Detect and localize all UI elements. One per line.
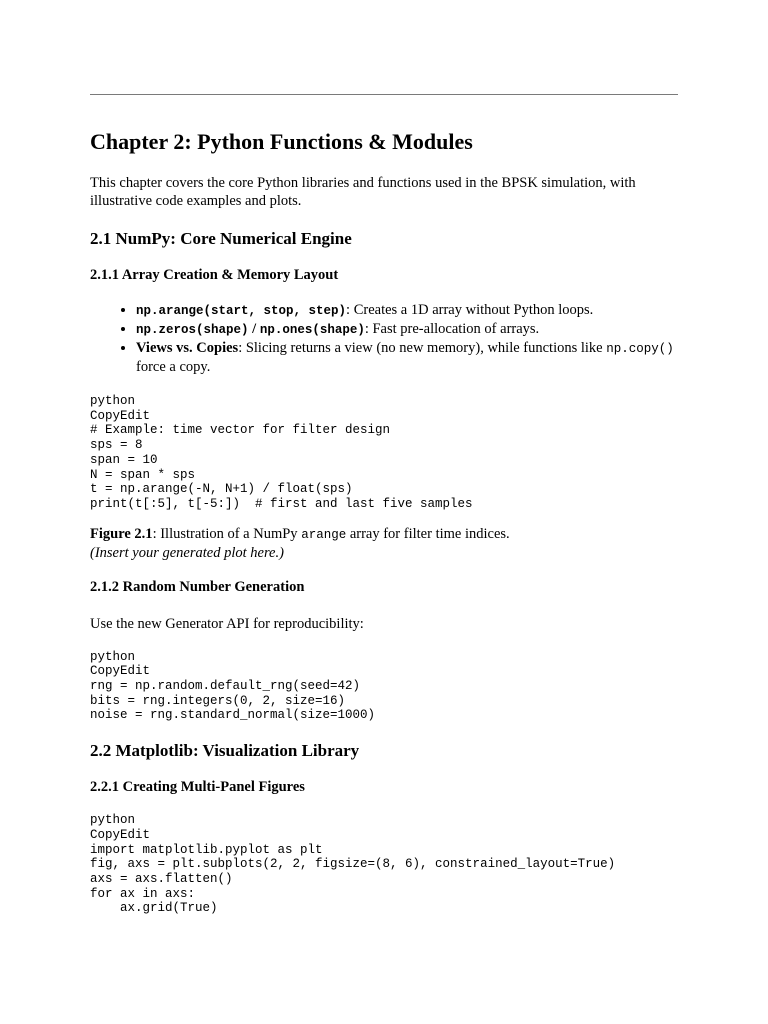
chapter-title: Chapter 2: Python Functions & Modules <box>90 129 473 154</box>
subsection-2-1-1-heading: 2.1.1 Array Creation & Memory Layout <box>90 267 339 283</box>
code-line: python <box>90 813 136 828</box>
list-item <box>136 320 678 339</box>
code-line: python <box>90 394 136 408</box>
subsection-2-1-2-heading: 2.1.2 Random Number Generation <box>90 578 305 595</box>
figure-code: arange <box>301 527 347 542</box>
code-line: CopyEdit <box>90 827 151 842</box>
code-line: for ax in axs: <box>90 886 196 901</box>
top-horizontal-rule <box>90 94 678 95</box>
bullet-bold-term: Views vs. Copies <box>136 340 239 356</box>
code-line: sps = 8 <box>90 438 143 453</box>
array-creation-list <box>90 301 678 376</box>
bullet-text: : Creates a 1D array without Python loops. <box>346 302 594 318</box>
code-line: fig, axs = plt.subplots(2, 2, figsize=(8, 6), constrained_layout=True) <box>90 857 616 872</box>
code-line: import matplotlib.pyplot as plt <box>90 842 323 857</box>
code-copy: np.copy() <box>606 342 674 356</box>
code-line: print(t[:5], t[-5:]) # first and last five samples <box>90 496 473 511</box>
figure-text: : Illustration of a NumPy <box>152 525 302 542</box>
list-item <box>136 301 678 320</box>
figure-label: Figure 2.1 <box>90 525 153 542</box>
code-line: bits = rng.integers(0, 2, size=16) <box>90 693 346 708</box>
document-page <box>90 128 678 916</box>
bullet-text: : Fast pre-allocation of arrays. <box>364 321 540 337</box>
bullet-tail-text: force a copy. <box>136 359 211 375</box>
code-arange: np.arange(start, stop, step) <box>136 304 347 318</box>
code-line: span = 10 <box>90 452 158 467</box>
code-ones: np.ones(shape) <box>259 323 365 337</box>
code-line: CopyEdit <box>90 664 151 679</box>
code-block-subplots <box>90 813 678 916</box>
code-block-time-vector <box>90 394 678 512</box>
figure-caption <box>90 525 678 562</box>
code-line: noise = rng.standard_normal(size=1000) <box>90 708 376 723</box>
code-zeros: np.zeros(shape) <box>136 323 249 337</box>
code-line: axs = axs.flatten() <box>90 871 233 886</box>
code-block-rng <box>90 650 678 724</box>
generator-paragraph: Use the new Generator API for reproducibility: <box>90 615 364 632</box>
figure-placeholder-note: (Insert your generated plot here.) <box>90 544 284 561</box>
chapter-intro: This chapter covers the core Python libraries and functions used in the BPSK simulation, with illustrative code examples and plots. <box>90 175 636 209</box>
bullet-text: : Slicing returns a view (no new memory), while functions like <box>238 340 607 356</box>
section-2-2-heading: 2.2 Matplotlib: Visualization Library <box>90 741 360 761</box>
code-line: python <box>90 649 136 664</box>
bullet-separator: / <box>248 321 260 337</box>
code-line: t = np.arange(-N, N+1) / float(sps) <box>90 482 353 497</box>
code-line: # Example: time vector for filter design <box>90 423 391 438</box>
code-line: ax.grid(True) <box>90 901 218 916</box>
subsection-2-2-1-heading: 2.2.1 Creating Multi-Panel Figures <box>90 779 305 796</box>
section-2-1-heading: 2.1 NumPy: Core Numerical Engine <box>90 229 352 248</box>
code-line: CopyEdit <box>90 408 151 423</box>
code-line: N = span * sps <box>90 467 196 482</box>
code-line: rng = np.random.default_rng(seed=42) <box>90 679 361 694</box>
list-item <box>136 339 678 376</box>
figure-text-end: array for filter time indices. <box>346 525 510 542</box>
